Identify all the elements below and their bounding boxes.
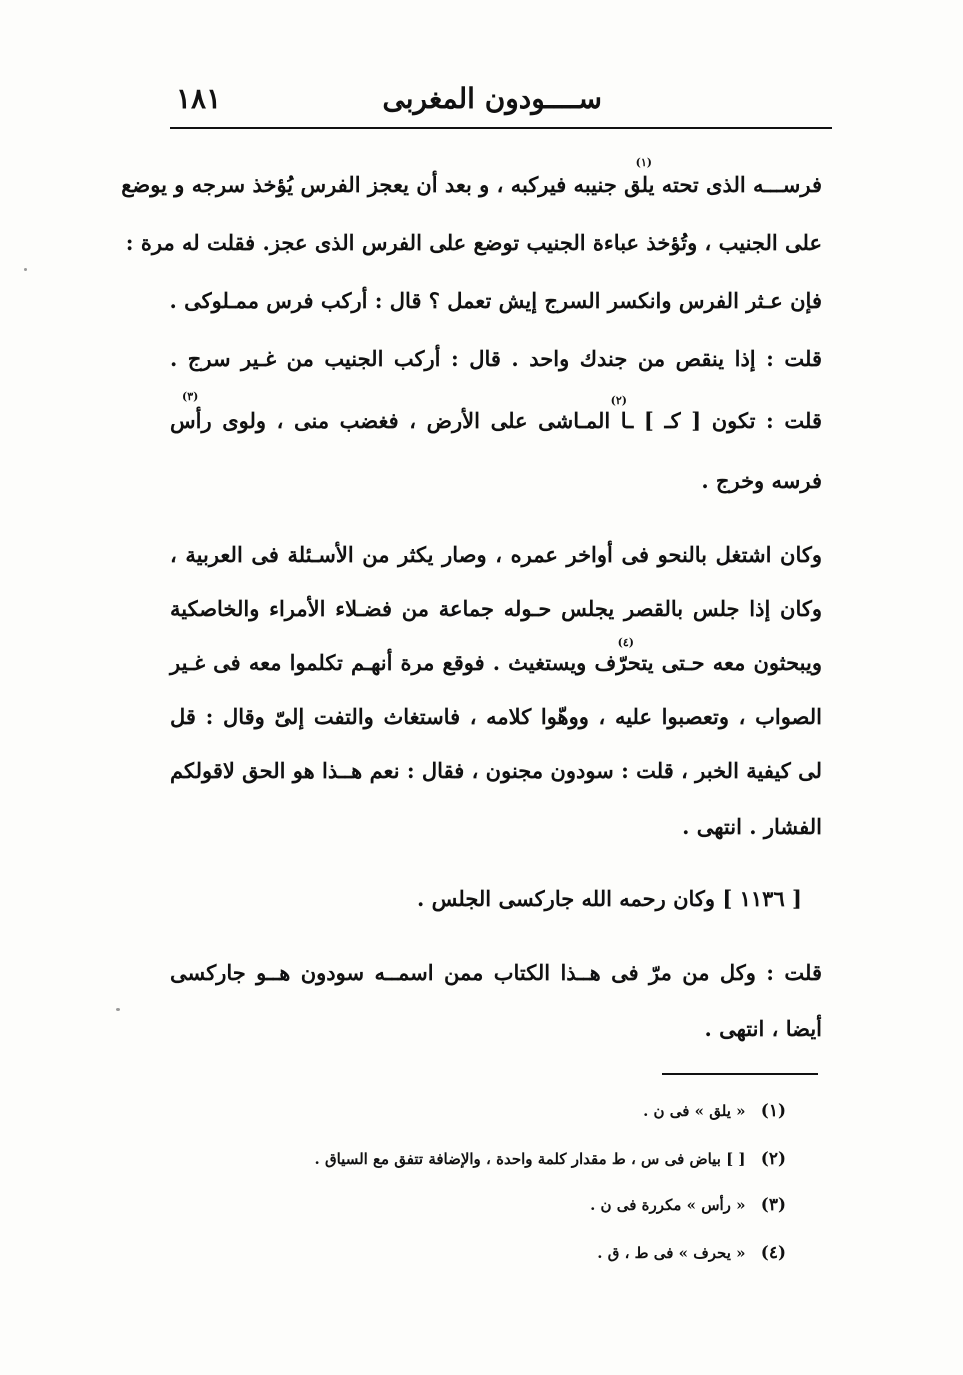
scan-speck <box>24 268 27 271</box>
paragraph-line: الفشار . انتهى . <box>682 814 822 839</box>
paragraph-line: ويبحثون معه حـتى يتحرّف ويستغيث . فوقع مرة أنهـم تكلموا معه فى غـير <box>170 650 822 675</box>
paragraph-line: الصواب ، وتعصبوا عليه ، ووهّوا كلامه ، فاستغاث والتفت إلىّ وقال : قل <box>170 704 822 729</box>
paragraph-line: وكان إذا جلس بالقصر يجلس حـوله جماعة من فضـلاء الأمراء والخاصكية <box>170 596 822 621</box>
footnote-number: (٢) <box>760 1149 786 1169</box>
page-header <box>170 78 832 126</box>
footnote-text: [ ] بياض فى س ، ط مقدار كلمة واحدة ، والإضافة تتفق مع السياق . <box>314 1150 746 1168</box>
paragraph-line: فرســـه الذى تحته يلق جنيبه فيركبه ، و بعد أن يعجز الفرس يُؤخذ سرجه و يوضع <box>121 172 822 197</box>
footnote-number: (١) <box>760 1101 786 1121</box>
footnote-item <box>590 1195 786 1215</box>
paragraph-line: على الجنيب ، وتُؤخذ عباءة الجنيب توضع على الفرس الذى عجز. فقلت له مرة : <box>125 230 822 255</box>
header-rule <box>170 127 832 129</box>
paragraph-line: قلت : وكل من مرّ فى هــذا الكتاب ممن اسمــه سودون هــو جاركسى <box>170 960 822 985</box>
footnote-marker: (٣) <box>182 390 199 403</box>
footnote-marker: (٤) <box>617 636 634 649</box>
footnote-text: « يحرف » فى ط ، ق . <box>597 1244 746 1262</box>
footnote-item <box>597 1243 786 1263</box>
footnote-item <box>315 1149 786 1169</box>
paragraph-line: أيضا ، انتهى . <box>704 1016 822 1041</box>
running-title: ســــودون المغربى <box>382 82 602 115</box>
paragraph-line: قلت : تكون [ كـ ] ـا المـاشى على الأرض ، فغضب منى ، ولوى رأس <box>170 408 822 433</box>
paragraph-line: فرسه وخرج . <box>701 468 822 493</box>
footnote-text: « يلق » فى ن . <box>643 1102 746 1120</box>
entry-heading <box>170 886 822 916</box>
page-number: ١٨١ <box>176 82 222 115</box>
paragraph-line: لى كيفية الخبر ، قلت : سودون مجنون ، فقال : نعم هــذا هو الحق لاقولكم <box>170 758 822 783</box>
footnote-text: « رأس » مكررة فى ن . <box>590 1196 746 1214</box>
paragraph-line: فإن عـثر الفرس وانكسر السرج إيش تعمل ؟ قال : أركب فرس ممـلوكى . <box>169 288 822 313</box>
footnote-number: (٤) <box>760 1243 786 1263</box>
footnote-number: (٣) <box>760 1195 786 1215</box>
footnote-marker: (١) <box>635 156 652 169</box>
paragraph-line: وكان اشتغل بالنحو فى أواخر عمره ، وصار يكثر من الأسـئلة فى العربية ، <box>170 542 822 567</box>
footnote-item <box>643 1101 786 1121</box>
footnote-marker: (٢) <box>610 394 627 407</box>
entry-text: [ ١١٣٦ ] وكان رحمه الله جاركسى الجلس . <box>417 886 802 911</box>
paragraph-line: قلت : إذا ينقص من جندك واحد . قال : أركب الجنيب من غـير سرج . <box>170 346 822 371</box>
scan-speck <box>116 1008 120 1011</box>
footnotes-rule <box>662 1073 818 1075</box>
